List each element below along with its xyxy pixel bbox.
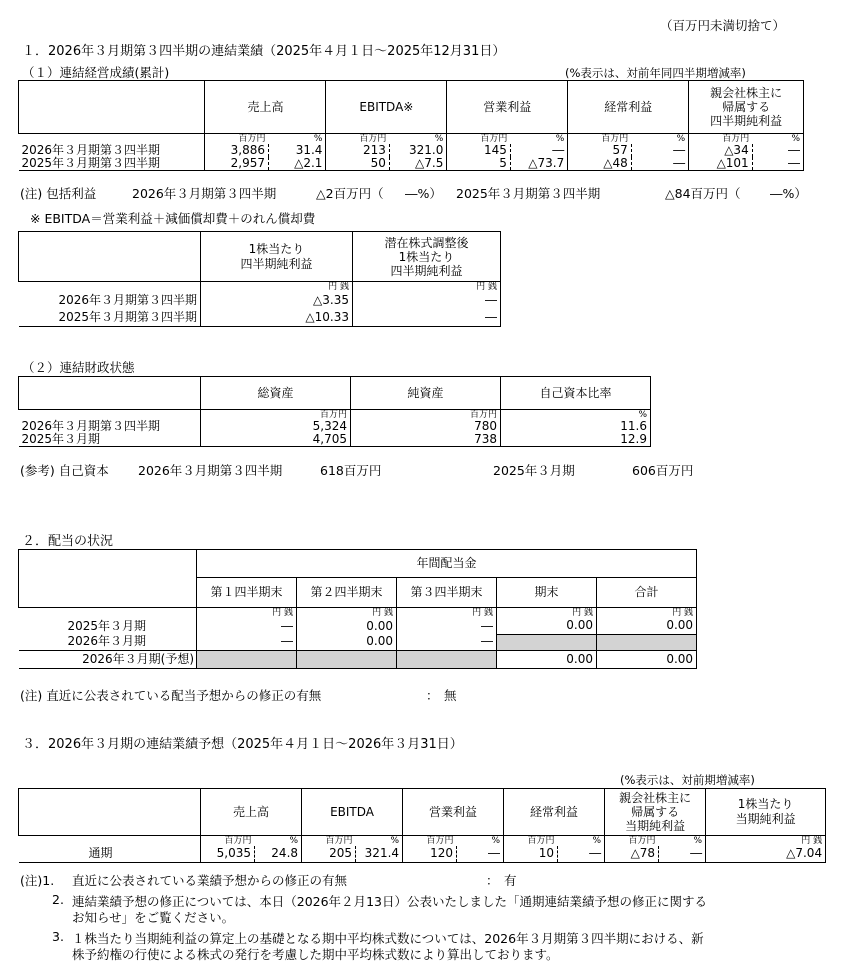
table-row: 2025年３月期 4,705 738 12.9: [19, 433, 651, 447]
table-row: 通期 5,035 24.8 205 321.4 120 ― 10 ― △78 ― △7.04: [19, 846, 826, 862]
fc-col-net-income: 親会社株主に 帰属する 当期純利益: [605, 789, 706, 836]
unit-note: （百万円未満切捨て）: [660, 18, 786, 33]
col-year-end: 期末: [497, 578, 597, 608]
eps-table: 1株当たり 四半期純利益 潜在株式調整後 1株当たり 四半期純利益 円 銭 円 銭 2026年３月期第３四半期 △3.35 ― 2025年３月期第３四半期 △10.33 ―: [18, 231, 501, 327]
table-row: 2026年３月期(予想) 0.00 0.00: [19, 650, 697, 668]
col-ebitda: EBITDA※: [326, 81, 447, 134]
col-net-income: 親会社株主に 帰属する 四半期純利益: [689, 81, 804, 134]
col-diluted-eps: 潜在株式調整後 1株当たり 四半期純利益: [353, 232, 501, 282]
section3-title: ３．2026年３月期の連結業績予想（2025年４月１日～2026年３月31日）: [22, 737, 463, 752]
col-q2-end: 第２四半期末: [297, 578, 397, 608]
col-net-assets: 純資産: [351, 377, 501, 410]
forecast-table: 売上高 EBITDA 営業利益 経常利益 親会社株主に 帰属する 当期純利益 1株当たり 当期純利益 百万円 % 百万円 % 百万円 % 百万円 % 百万円 % 円 銭 通期 5,035 24.8 205 321.4 120 ― 10 ― △78 ― △7.04: [18, 788, 826, 863]
col-equity-ratio: 自己資本比率: [501, 377, 651, 410]
table-row: 2026年３月期第３四半期 3,886 31.4 213 321.0 145 ― 57 ― △34 ―: [19, 144, 804, 157]
col-sales: 売上高: [205, 81, 326, 134]
operating-results-table: 売上高 EBITDA※ 営業利益 経常利益 親会社株主に 帰属する 四半期純利益 百万円 % 百万円 % 百万円 % 百万円 % 百万円 % 2026年３月期第３四半期 3,886 31.4 213 321.0 145 ― 57 ― △34 ― 2025年３月期第３四半期 2,957 △2.1 50 △7.5 5 △73.7 △48 ― △101 ―: [18, 80, 804, 171]
table-row: 2026年３月期 ― 0.00 ―: [19, 634, 697, 650]
col-q1-end: 第１四半期末: [197, 578, 297, 608]
header-blank: [19, 81, 205, 134]
col-total: 合計: [597, 578, 697, 608]
col-q3-end: 第３四半期末: [397, 578, 497, 608]
col-total-assets: 総資産: [201, 377, 351, 410]
financial-position-subtitle: （２）連結財政状態: [22, 360, 135, 375]
fc-col-ebitda: EBITDA: [302, 789, 403, 836]
dividend-table: 年間配当金 第１四半期末 第２四半期末 第３四半期末 期末 合計 円 銭 円 銭 円 銭 円 銭 円 銭 2025年３月期 ― 0.00 ― 0.00 0.00 2026年３月期 ― 0.00 ― 2026年３月期(予想) 0.00 0.00: [18, 549, 697, 669]
fc-col-sales: 売上高: [201, 789, 302, 836]
fc-col-eps: 1株当たり 当期純利益: [706, 789, 826, 836]
col-ordinary-income: 経常利益: [568, 81, 689, 134]
pct-note: (%表示は、対前年同四半期増減率): [565, 66, 746, 80]
fc-col-operating-income: 営業利益: [403, 789, 504, 836]
col-annual-dividend: 年間配当金: [197, 550, 697, 578]
table-row: 2025年３月期 ― 0.00 ― 0.00 0.00: [19, 618, 697, 634]
section2-title: ２．配当の状況: [22, 534, 114, 549]
table-row: 2025年３月期第３四半期 2,957 △2.1 50 △7.5 5 △73.7 △48 ― △101 ―: [19, 157, 804, 171]
section1-title: １．2026年３月期第３四半期の連結業績（2025年４月１日～2025年12月31日）: [22, 44, 506, 59]
financial-position-table: 総資産 純資産 自己資本比率 百万円 百万円 % 2026年３月期第３四半期 5,324 780 11.6 2025年３月期 4,705 738 12.9: [18, 376, 651, 447]
table-row: 2026年３月期第３四半期 5,324 780 11.6: [19, 420, 651, 433]
table-row: 2026年３月期第３四半期 △3.35 ―: [19, 292, 501, 309]
col-eps: 1株当たり 四半期純利益: [201, 232, 353, 282]
col-operating-income: 営業利益: [447, 81, 568, 134]
forecast-pct-note: (%表示は、対前期増減率): [620, 773, 755, 787]
ebitda-note: ※ EBITDA＝営業利益＋減価償却費＋のれん償却費: [30, 211, 316, 226]
section1-subtitle: （１）連結経営成績(累計): [22, 65, 170, 80]
table-row: 2025年３月期第３四半期 △10.33 ―: [19, 309, 501, 326]
fc-col-ordinary-income: 経常利益: [504, 789, 605, 836]
